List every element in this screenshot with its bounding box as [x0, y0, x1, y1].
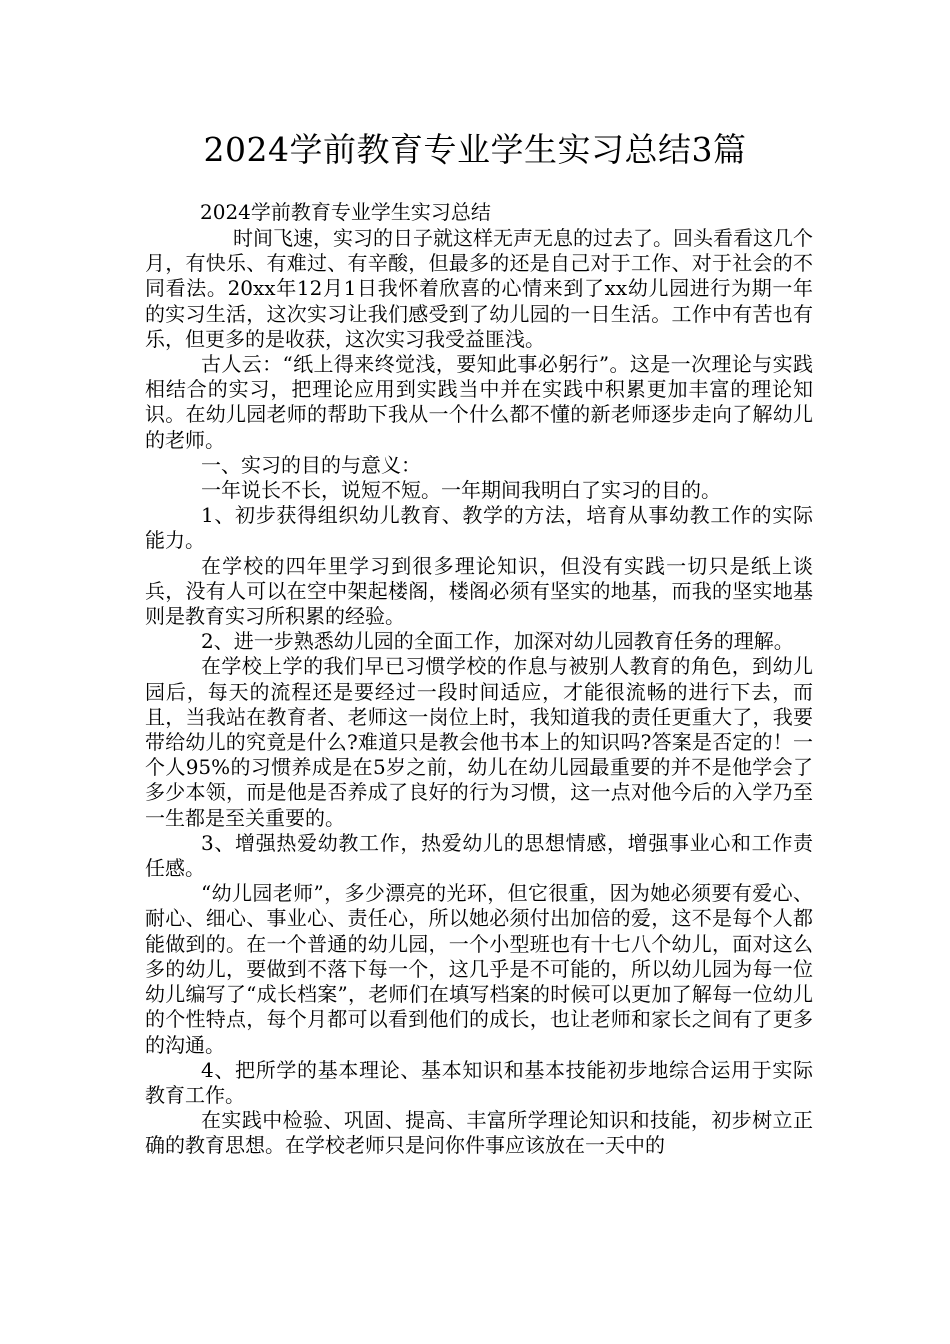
list-item: 3、增强热爱幼教工作，热爱幼儿的思想情感，增强事业心和工作责任感。 — [145, 830, 813, 881]
paragraph: 古人云：“纸上得来终觉浅，要知此事必躬行”。这是一次理论与实践相结合的实习，把理论应用到实践当中并在实践中积累更加丰富的理论知识。在幼儿园老师的帮助下我从一个什么都不懂的新老师逐步走向了解幼儿的老师。 — [145, 352, 813, 452]
document-title: 2024学前教育专业学生实习总结3篇 — [203, 130, 747, 169]
paragraph: 一年说长不长，说短不短。一年期间我明白了实习的目的。 — [201, 478, 721, 503]
list-item: 1、初步获得组织幼儿教育、教学的方法，培育从事幼教工作的实际能力。 — [145, 503, 813, 553]
list-item: 2、进一步熟悉幼儿园的全面工作，加深对幼儿园教育任务的理解。 — [201, 629, 794, 654]
document-subtitle: 2024学前教育专业学生实习总结 — [200, 200, 491, 224]
paragraph: 在学校的四年里学习到很多理论知识，但没有实践一切只是纸上谈兵，没有人可以在空中架起楼阁，楼阁必须有坚实的地基，而我的坚实地基则是教育实习所积累的经验。 — [145, 553, 813, 629]
paragraph: “幼儿园老师”，多少漂亮的光环，但它很重，因为她必须要有爱心、耐心、细心、事业心、责任心，所以她必须付出加倍的爱，这不是每个人都能做到的。在一个普通的幼儿园，一个小型班也有十七八个幼儿，面对这么多的幼儿，要做到不落下每一个，这几乎是不可能的，所以幼儿园为每一位幼儿编写了“成长档案”，老师们在填写档案的时候可以更加了解每一位幼儿的个性特点，每个月都可以看到他们的成长，也让老师和家长之间有了更多的沟通。 — [145, 881, 813, 1057]
paragraph: 时间飞速，实习的日子就这样无声无息的过去了。回头看看这几个月，有快乐、有难过、有辛酸，但最多的还是自己对于工作、对于社会的不同看法。20xx年12月1日我怀着欣喜的心情来到了xx幼儿园进行为期一年的实习生活，这次实习让我们感受到了幼儿园的一日生活。工作中有苦也有乐，但更多的是收获，这次实习我受益匪浅。 — [145, 226, 813, 351]
list-item: 4、把所学的基本理论、基本知识和基本技能初步地综合运用于实际教育工作。 — [145, 1057, 813, 1107]
section-heading: 一、实习的目的与意义： — [201, 452, 421, 477]
paragraph: 在学校上学的我们早已习惯学校的作息与被别人教育的角色，到幼儿园后，每天的流程还是要经过一段时间适应，才能很流畅的进行下去，而且，当我站在教育者、老师这一岗位上时，我知道我的责任更重大了，我要带给幼儿的究竟是什么?难道只是教会他书本上的知识吗?答案是否定的！一个人95%的习惯养成是在5岁之前，幼儿在幼儿园最重要的并不是他学会了多少本领，而是他是否养成了良好的行为习惯，这一点对他今后的入学乃至一生都是至关重要的。 — [145, 654, 813, 830]
document-body — [145, 226, 813, 1159]
paragraph: 在实践中检验、巩固、提高、丰富所学理论知识和技能，初步树立正确的教育思想。在学校老师只是问你件事应该放在一天中的 — [145, 1108, 813, 1158]
